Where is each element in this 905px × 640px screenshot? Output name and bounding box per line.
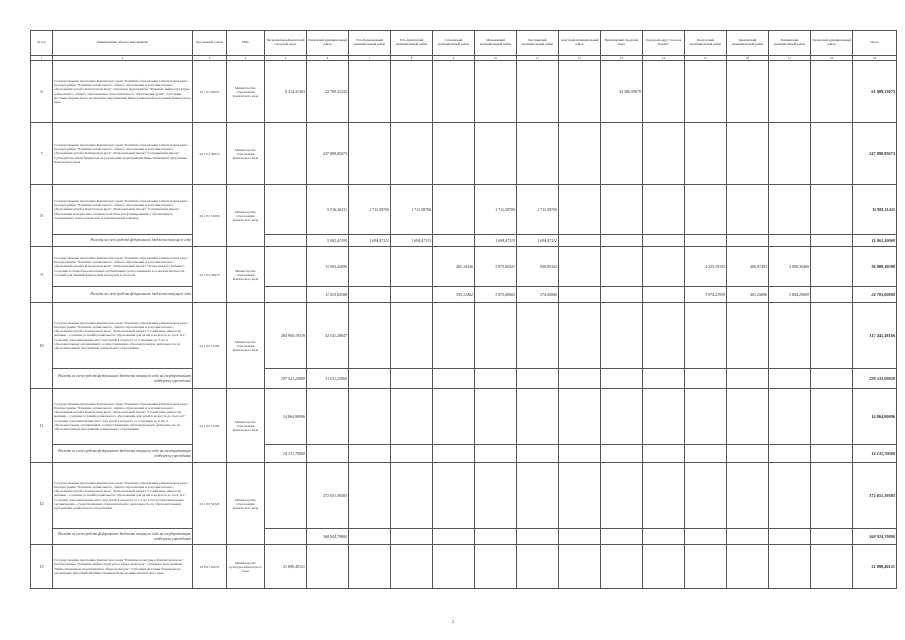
federal-amount-cell: [601, 529, 643, 545]
amount-cell: 938,85342: [517, 247, 559, 287]
amount-cell: 21 890,40121: [265, 545, 307, 589]
amount-cell: [517, 463, 559, 529]
row-total-cell: 372 651,39383: [853, 463, 897, 529]
federal-amount-cell: [643, 445, 685, 463]
amount-cell: [349, 123, 391, 185]
column-header: Наименование объекта/ мероприятия: [53, 31, 193, 56]
federal-budget-row: [31, 287, 897, 303]
amount-cell: [475, 389, 517, 445]
column-header: Быстринский муниципальный район: [517, 31, 559, 56]
amount-cell: [433, 545, 475, 589]
federal-amount-cell: 11 015,65508: [307, 287, 349, 303]
amount-cell: [643, 463, 685, 529]
amount-cell: 14 864,90096: [265, 389, 307, 445]
federal-amount-cell: 3 974,21939: [685, 287, 727, 303]
federal-amount-cell: [811, 445, 853, 463]
table-row: [31, 247, 897, 287]
amount-cell: 32 541,28847: [307, 303, 349, 369]
column-header: Елизовский муниципальный район: [307, 31, 349, 56]
federal-budget-row: [31, 369, 897, 389]
federal-amount-cell: [811, 529, 853, 545]
amount-cell: [727, 463, 769, 529]
amount-cell: [643, 389, 685, 445]
federal-amount-cell: [643, 287, 685, 303]
table-row: [31, 123, 897, 185]
column-number: 15: [685, 56, 727, 61]
federal-amount-cell: [265, 235, 307, 247]
federal-amount-cell: [685, 529, 727, 545]
column-header: Петропавловск-Камчатский городской округ: [265, 31, 307, 56]
federal-amount-cell: [601, 445, 643, 463]
amount-cell: [265, 185, 307, 235]
amount-cell: [307, 545, 349, 589]
column-number: 18: [811, 56, 853, 61]
column-number: 12: [559, 56, 601, 61]
federal-budget-label-cell: Расходы за счет средств федерального бюджета текущего года на государственную поддержку учреждений: [53, 369, 193, 389]
amount-cell: [391, 303, 433, 369]
federal-total-cell: 24 705,00000: [853, 287, 897, 303]
amount-cell: [559, 303, 601, 369]
grbs-cell: Министерство образования Камчатского края: [227, 463, 265, 545]
federal-amount-cell: [517, 369, 559, 389]
amount-cell: [391, 389, 433, 445]
amount-cell: [559, 463, 601, 529]
amount-cell: [811, 463, 853, 529]
amount-cell: [265, 123, 307, 185]
amount-cell: [685, 463, 727, 529]
federal-amount-cell: [433, 235, 475, 247]
federal-amount-cell: [601, 235, 643, 247]
amount-cell: [559, 185, 601, 235]
federal-amount-cell: [559, 529, 601, 545]
federal-total-cell: 14 131,70000: [853, 445, 897, 463]
federal-amount-cell: [559, 287, 601, 303]
amount-cell: [769, 389, 811, 445]
federal-amount-cell: [349, 529, 391, 545]
target-code-cell: 02 1 Е1 51690: [193, 185, 227, 247]
federal-amount-cell: [601, 369, 643, 389]
amount-cell: 11 593,42696: [307, 247, 349, 287]
amount-cell: [811, 303, 853, 369]
column-number: 5: [265, 56, 307, 61]
federal-amount-cell: [769, 235, 811, 247]
amount-cell: [811, 389, 853, 445]
federal-amount-cell: [433, 445, 475, 463]
amount-cell: [307, 389, 349, 445]
amount-cell: [391, 463, 433, 529]
column-header: Алеутский муниципальный район: [559, 31, 601, 56]
federal-amount-cell: [517, 529, 559, 545]
amount-cell: 372 651,39383: [307, 463, 349, 529]
column-header: Код целевой статьи: [193, 31, 227, 56]
target-code-cell: 02 1 Р2 51590: [193, 389, 227, 463]
amount-cell: [601, 123, 643, 185]
federal-budget-label-cell: Расходы за счет средств федерального бюджета текущего года на государственную поддержку учреждений: [53, 529, 193, 545]
column-header: Усть-Камчатский муниципальный район: [391, 31, 433, 56]
federal-amount-cell: [643, 235, 685, 247]
federal-amount-cell: [559, 235, 601, 247]
amount-cell: [685, 123, 727, 185]
grbs-cell: Министерство образования Камчатского края: [227, 303, 265, 389]
row-description-cell: Государственная программа Камчатского края "Развитие образования в Камчатском крае". Подпрограмма "Развитие дошкольного, общего образования и дополнительного образования детей в Камчатском крае". Региональный проект "Содействие занятости женщин - создание условий дошкольного образования для детей в возрасте до трех лет". Создание дополнительных мест для детей в возрасте от 2 месяцев до 3 лет в образовательных организациях, осуществляющих образовательную деятельность по образовательным программам дошкольного образования: [53, 389, 193, 445]
federal-budget-label-cell: Расходы за счет средств федерального бюджета текущего года: [53, 287, 193, 303]
target-code-cell: 02 1 Р2 52320: [193, 463, 227, 545]
amount-cell: 1 711,58700: [391, 185, 433, 235]
amount-cell: [349, 303, 391, 369]
amount-cell: 6 314,41303: [265, 61, 307, 123]
grbs-cell: Министерство образования Камчатского края: [227, 123, 265, 185]
amount-cell: [727, 123, 769, 185]
budget-table-sheet: [30, 30, 895, 589]
table-row: [31, 389, 897, 445]
amount-cell: [349, 247, 391, 287]
federal-amount-cell: 14 131,70000: [265, 445, 307, 463]
federal-amount-cell: [727, 235, 769, 247]
federal-amount-cell: [265, 529, 307, 545]
federal-amount-cell: [265, 287, 307, 303]
table-row: [31, 463, 897, 529]
amount-cell: [685, 389, 727, 445]
amount-cell: [811, 247, 853, 287]
grbs-cell: Министерство образования Камчатского края: [227, 389, 265, 463]
row-description-cell: Государственная программа Камчатского края "Развитие образования в Камчатском крае". Подпрограмма "Развитие дошкольного, общего образования и дополнительного образования детей в Камчатском крае". Региональный проект "Успех каждого ребенка". Создание в общеобразовательных организациях, расположенных в сельской местности, условий для занятий физической культурой и спортом: [53, 247, 193, 287]
amount-cell: [391, 61, 433, 123]
amount-cell: [727, 61, 769, 123]
amount-cell: 406,97493: [727, 247, 769, 287]
target-code-cell: 02 1 Е1 40070: [193, 123, 227, 185]
column-header: Олюторский муниципальный район: [685, 31, 727, 56]
amount-cell: [601, 389, 643, 445]
federal-amount-cell: 368 924,79800: [307, 529, 349, 545]
federal-amount-cell: 395,12462: [433, 287, 475, 303]
row-number-cell: 10: [31, 303, 53, 389]
amount-cell: [517, 123, 559, 185]
amount-cell: [433, 123, 475, 185]
amount-cell: [349, 463, 391, 529]
federal-amount-cell: [517, 445, 559, 463]
row-number-cell: 7: [31, 123, 53, 185]
column-number: 17: [769, 56, 811, 61]
column-number: 1: [31, 56, 53, 61]
federal-budget-label-cell: Расходы за счет средств федерального бюджета текущего года: [53, 235, 193, 247]
amount-cell: [811, 61, 853, 123]
federal-amount-cell: 374,00000: [517, 287, 559, 303]
amount-cell: [559, 61, 601, 123]
row-total-cell: 11 981,11411: [853, 185, 897, 235]
amount-cell: [391, 247, 433, 287]
amount-cell: 1 711,58700: [475, 185, 517, 235]
amount-cell: [601, 463, 643, 529]
amount-cell: [643, 247, 685, 287]
federal-amount-cell: 1 694,47112: [517, 235, 559, 247]
federal-amount-cell: 5 082,41395: [307, 235, 349, 247]
column-number: 3: [193, 56, 227, 61]
amount-cell: [769, 463, 811, 529]
row-total-cell: 247 898,85673: [853, 123, 897, 185]
amount-cell: [601, 303, 643, 369]
column-header: Итого: [853, 31, 897, 56]
federal-total-cell: 228 533,09859: [853, 369, 897, 389]
grbs-cell: Министерство культуры Камчатского края: [227, 545, 265, 589]
row-number-cell: 8: [31, 185, 53, 247]
amount-cell: [433, 389, 475, 445]
federal-amount-cell: 1 694,47113: [349, 235, 391, 247]
federal-budget-row: [31, 445, 897, 463]
row-description-cell: Государственная программа Камчатского края "Развитие образования в Камчатском крае". Подпрограмма "Развитие дошкольного, общего образования и дополнительного образования детей в Камчатском крае". Региональный проект "Современная школа". Субсидии местным бюджетам на реализацию мероприятий Инвестиционной программы Камчатского края: [53, 123, 193, 185]
federal-amount-cell: [349, 369, 391, 389]
column-header: № п/п: [31, 31, 53, 56]
federal-amount-cell: [685, 445, 727, 463]
grbs-cell: Министерство образования Камчатского края: [227, 185, 265, 247]
row-description-cell: Государственная программа Камчатского края "Развитие образования в Камчатском крае". Подпрограмма "Развитие дошкольного, общего образования и дополнительного образования детей в Камчатском крае". Региональный проект "Содействие занятости женщин - создание условий дошкольного образования для детей в возрасте до трех лет". Создание дополнительных мест для детей в возрасте от 1,5 до 3 лет в образовательных организациях, осуществляющих образовательную деятельность по образовательным программам дошкольного образования: [53, 463, 193, 529]
amount-cell: [517, 389, 559, 445]
amount-cell: [769, 185, 811, 235]
column-header: Тигильский муниципальный район: [811, 31, 853, 56]
column-number: 13: [601, 56, 643, 61]
row-total-cell: 14 864,90096: [853, 389, 897, 445]
amount-cell: [433, 463, 475, 529]
amount-cell: [643, 61, 685, 123]
federal-amount-cell: [685, 235, 727, 247]
federal-amount-cell: 3 864,29609: [769, 287, 811, 303]
amount-cell: [517, 545, 559, 589]
federal-amount-cell: 401,25696: [727, 287, 769, 303]
table-row: [31, 545, 897, 589]
amount-cell: 23 708,31232: [307, 61, 349, 123]
column-header: Усть-Большерецкий муниципальный район: [349, 31, 391, 56]
column-number: 10: [475, 56, 517, 61]
amount-cell: 1 711,58700: [349, 185, 391, 235]
amount-cell: [391, 545, 433, 589]
amount-cell: [517, 303, 559, 369]
budget-table: [30, 30, 897, 589]
amount-cell: [769, 545, 811, 589]
column-header: Вилючинский городской округ: [601, 31, 643, 56]
column-number: 4: [227, 56, 265, 61]
amount-cell: 4 223,19103: [685, 247, 727, 287]
column-header: Городской округ "поселок Палана": [643, 31, 685, 56]
row-number-cell: 12: [31, 463, 53, 545]
amount-cell: [685, 545, 727, 589]
column-number: 19: [853, 56, 897, 61]
row-description-cell: Государственная программа Камчатского края "Развитие образования в Камчатском крае". Подпрограмма "Развитие дошкольного, общего образования и дополнительного образования детей в Камчатском крае". Региональный проект "Современная школа". Обновление материально-технической базы для формирования у обучающихся современных технологических и гуманитарных навыков: [53, 185, 193, 235]
amount-cell: 284 900,19319: [265, 303, 307, 369]
target-code-cell: 03 8 01 40070: [193, 545, 227, 589]
amount-cell: [433, 61, 475, 123]
federal-amount-cell: [475, 369, 517, 389]
federal-amount-cell: [475, 529, 517, 545]
amount-cell: [727, 303, 769, 369]
table-row: [31, 61, 897, 123]
amount-cell: [433, 303, 475, 369]
federal-amount-cell: [349, 445, 391, 463]
amount-cell: [559, 389, 601, 445]
federal-amount-cell: 31 011,23960: [307, 369, 349, 389]
amount-cell: 34 306,59679: [601, 61, 643, 123]
amount-cell: [349, 389, 391, 445]
amount-cell: [349, 61, 391, 123]
amount-cell: 4 098,39469: [769, 247, 811, 287]
amount-cell: [811, 123, 853, 185]
federal-budget-row: [31, 235, 897, 247]
amount-cell: [769, 123, 811, 185]
amount-cell: [265, 463, 307, 529]
column-number: 8: [391, 56, 433, 61]
column-number: 2: [53, 56, 193, 61]
column-header: Пенжинский муниципальный район: [769, 31, 811, 56]
amount-cell: 465,10436: [433, 247, 475, 287]
row-number-cell: 6: [31, 61, 53, 123]
grbs-cell: Министерство образования Камчатского края: [227, 61, 265, 123]
amount-cell: 1 711,58700: [517, 185, 559, 235]
federal-amount-cell: [433, 529, 475, 545]
amount-cell: [475, 545, 517, 589]
federal-amount-cell: [391, 369, 433, 389]
amount-cell: [727, 185, 769, 235]
target-code-cell: 02 1 Е2 50970: [193, 247, 227, 303]
grbs-cell: Министерство образования Камчатского края: [227, 247, 265, 303]
federal-amount-cell: [811, 369, 853, 389]
federal-amount-cell: [811, 235, 853, 247]
amount-cell: [349, 545, 391, 589]
row-total-cell: 21 890,40121: [853, 545, 897, 589]
amount-cell: [643, 545, 685, 589]
column-number: 16: [727, 56, 769, 61]
amount-cell: [559, 247, 601, 287]
federal-amount-cell: [643, 529, 685, 545]
row-number-cell: 9: [31, 247, 53, 303]
federal-amount-cell: [559, 445, 601, 463]
amount-cell: [475, 61, 517, 123]
federal-amount-cell: [643, 369, 685, 389]
column-number: 9: [433, 56, 475, 61]
federal-amount-cell: [349, 287, 391, 303]
amount-cell: [811, 185, 853, 235]
amount-cell: 3 075,00421: [475, 247, 517, 287]
page-number: 2: [452, 619, 454, 624]
federal-amount-cell: [727, 445, 769, 463]
amount-cell: [601, 545, 643, 589]
amount-cell: [265, 247, 307, 287]
amount-cell: [601, 247, 643, 287]
federal-amount-cell: [433, 369, 475, 389]
column-header: Соболевский муниципальный район: [433, 31, 475, 56]
row-total-cell: 317 441,48166: [853, 303, 897, 369]
federal-amount-cell: [391, 287, 433, 303]
amount-cell: [643, 303, 685, 369]
row-description-cell: Государственная программа Камчатского края "Развитие образования в Камчатском крае". Подпрограмма "Развитие дошкольного, общего образования и дополнительного образования детей в Камчатском крае". Региональный проект "Содействие занятости женщин - создание условий дошкольного образования для детей в возрасте до трех лет". Создание дополнительных мест для детей в возрасте от 2 месяцев до 3 лет в образовательных организациях, осуществляющих образовательную деятельность по образовательным программам дошкольного образования: [53, 303, 193, 369]
amount-cell: [433, 185, 475, 235]
federal-amount-cell: [769, 369, 811, 389]
amount-cell: [769, 61, 811, 123]
row-description-cell: Государственная программа Камчатского края "Развитие образования в Камчатском крае". Подпрограмма "Развитие дошкольного, общего образования и дополнительного образования детей в Камчатском крае". Основное мероприятие "Развитие инфраструктуры дошкольного, общего образования и дополнительного образования детей". Субсидии местным бюджетам на реализацию мероприятий Инвестиционной программы Камчатского края: [53, 61, 193, 123]
column-header: Мильковский муниципальный район: [475, 31, 517, 56]
column-header: ГРБС: [227, 31, 265, 56]
target-code-cell: 02 1 07 40070: [193, 61, 227, 123]
row-total-cell: 26 800,10580: [853, 247, 897, 287]
target-code-cell: 02 1 Р2 51590: [193, 303, 227, 389]
federal-amount-cell: [727, 369, 769, 389]
row-number-cell: 11: [31, 389, 53, 463]
column-number: 11: [517, 56, 559, 61]
federal-total-cell: 368 924,79800: [853, 529, 897, 545]
column-header: Карагинский муниципальный район: [727, 31, 769, 56]
amount-cell: [559, 545, 601, 589]
amount-cell: [475, 123, 517, 185]
federal-amount-cell: [307, 445, 349, 463]
federal-amount-cell: [601, 287, 643, 303]
amount-cell: [475, 463, 517, 529]
federal-amount-cell: 3 075,00065: [475, 287, 517, 303]
amount-cell: [601, 185, 643, 235]
federal-amount-cell: [727, 529, 769, 545]
federal-amount-cell: [685, 369, 727, 389]
amount-cell: [517, 61, 559, 123]
column-number: 14: [643, 56, 685, 61]
amount-cell: [685, 185, 727, 235]
federal-amount-cell: [811, 287, 853, 303]
federal-amount-cell: 197 521,25899: [265, 369, 307, 389]
amount-cell: [643, 123, 685, 185]
amount-cell: [559, 123, 601, 185]
federal-total-cell: 11 861,30069: [853, 235, 897, 247]
federal-amount-cell: 1 694,47113: [475, 235, 517, 247]
federal-amount-cell: [769, 529, 811, 545]
column-number: 6: [307, 56, 349, 61]
amount-cell: [391, 123, 433, 185]
row-number-cell: 13: [31, 545, 53, 589]
amount-cell: [727, 389, 769, 445]
federal-budget-label-cell: Расходы за счет средств федерального бюджета текущего года на государственную поддержку учреждений: [53, 445, 193, 463]
amount-cell: [643, 185, 685, 235]
federal-amount-cell: [769, 445, 811, 463]
federal-amount-cell: 1 694,47113: [391, 235, 433, 247]
amount-cell: [811, 545, 853, 589]
amount-cell: [475, 303, 517, 369]
amount-cell: [769, 303, 811, 369]
row-total-cell: 61 909,33073: [853, 61, 897, 123]
federal-amount-cell: [391, 445, 433, 463]
amount-cell: [727, 545, 769, 589]
row-description-cell: Государственная программа Камчатского края "Развитие культуры в Камчатском крае". Подпрограмма "Развитие инфраструктуры в сфере культуры". Основное мероприятие "Инвестиционные мероприятия в сфере культуры". Субсидии местным бюджетам на реализацию мероприятий Инвестиционной программы Камчатского края: [53, 545, 193, 589]
federal-amount-cell: [559, 369, 601, 389]
amount-cell: 5 516,26311: [307, 185, 349, 235]
amount-cell: [685, 303, 727, 369]
federal-amount-cell: [391, 529, 433, 545]
amount-cell: [685, 61, 727, 123]
table-header-row: [31, 31, 897, 56]
table-row: [31, 185, 897, 235]
amount-cell: 247 898,85673: [307, 123, 349, 185]
federal-budget-row: [31, 529, 897, 545]
federal-amount-cell: [475, 445, 517, 463]
column-number: 7: [349, 56, 391, 61]
table-row: [31, 303, 897, 369]
